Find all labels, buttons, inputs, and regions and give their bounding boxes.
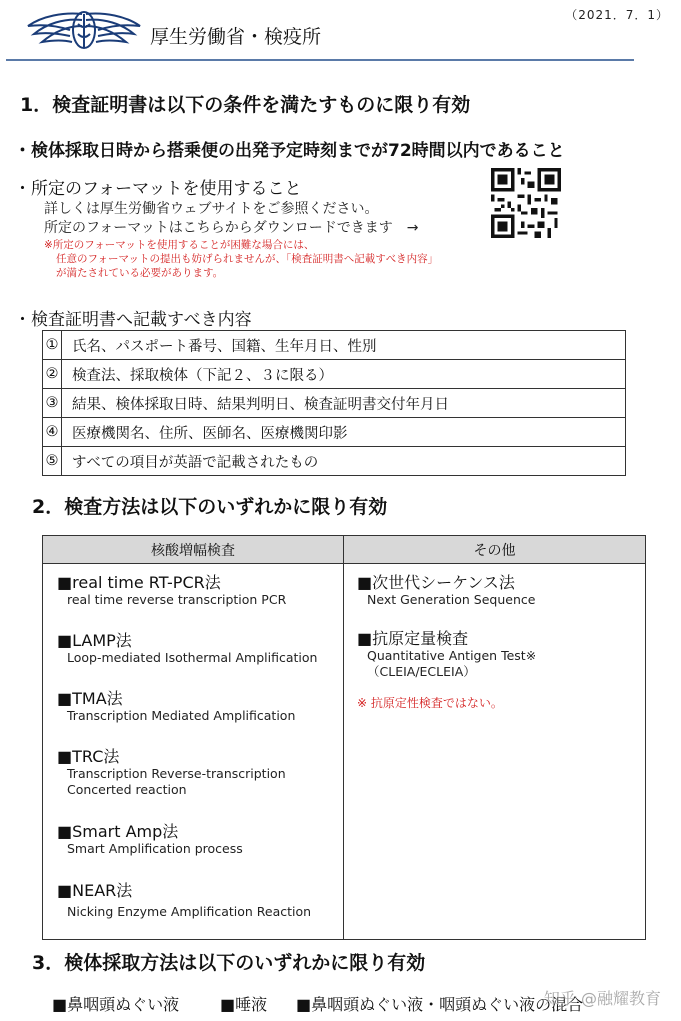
method-desc: Nicking Enzyme Amplification Reaction bbox=[67, 904, 312, 919]
method-name: ■Smart Amp法 bbox=[57, 822, 179, 841]
qr-code-icon[interactable] bbox=[491, 168, 561, 238]
column-header-other: その他 bbox=[344, 536, 645, 564]
method-name: ■NEAR法 bbox=[57, 881, 133, 900]
item-text: 医療機関名、住所、医師名、医療機関印影 bbox=[62, 418, 626, 447]
item-text: すべての項目が英語で記載されたもの bbox=[62, 447, 626, 476]
item-number: ① bbox=[43, 331, 62, 360]
format-note-1: ※所定のフォーマットを使用することが困難な場合には、 bbox=[44, 239, 315, 251]
method-name: ■次世代シーケンス法 bbox=[357, 573, 515, 592]
method-name: ■TMA法 bbox=[57, 689, 123, 708]
method-desc: real time reverse transcription PCR bbox=[67, 592, 287, 607]
method-desc: Transcription Mediated Amplification bbox=[67, 708, 296, 723]
method-desc: Loop-mediated Isothermal Amplification bbox=[67, 650, 318, 665]
required-contents-table bbox=[42, 330, 626, 476]
method-name: ■LAMP法 bbox=[57, 631, 132, 650]
required-contents-label: ・検査証明書へ記載すべき内容 bbox=[14, 310, 252, 330]
method-name: ■抗原定量検査 bbox=[357, 629, 469, 648]
table-row bbox=[43, 360, 626, 389]
item-text: 氏名、パスポート番号、国籍、生年月日、性別 bbox=[62, 331, 626, 360]
method-desc: Quantitative Antigen Test※ bbox=[367, 648, 537, 663]
item-number: ③ bbox=[43, 389, 62, 418]
table-row bbox=[43, 447, 626, 476]
section2-title: 2．検査方法は以下のいずれかに限り有効 bbox=[32, 496, 388, 518]
method-desc: Transcription Reverse-transcription bbox=[67, 766, 286, 781]
ministry-title: 厚生労働省・検疫所 bbox=[150, 26, 322, 48]
item-number: ⑤ bbox=[43, 447, 62, 476]
item-text: 結果、検体採取日時、結果判明日、検査証明書交付年月日 bbox=[62, 389, 626, 418]
specimen-nasopharyngeal: ■鼻咽頭ぬぐい液 bbox=[52, 995, 180, 1014]
date-label: （2021．7．1） bbox=[565, 8, 669, 22]
format-note-2: 任意のフォーマットの提出も妨げられませんが、「検査証明書へ記載すべき内容」 bbox=[56, 253, 439, 265]
ministry-emblem-icon bbox=[24, 6, 144, 58]
section1-title: 1．検査証明書は以下の条件を満たすものに限り有効 bbox=[20, 94, 471, 116]
method-desc: Next Generation Sequence bbox=[367, 592, 536, 607]
table-row bbox=[43, 331, 626, 360]
methods-table bbox=[42, 535, 646, 940]
format-note-3: が満たされている必要があります。 bbox=[56, 267, 224, 279]
condition-format: ・所定のフォーマットを使用すること bbox=[14, 179, 302, 199]
item-number: ② bbox=[43, 360, 62, 389]
condition-72h: ・検体採取日時から搭乗便の出発予定時刻までが72時間以内であること bbox=[14, 141, 565, 161]
item-text: 検査法、採取検体（下記２、３に限る） bbox=[62, 360, 626, 389]
method-name: ■real time RT-PCR法 bbox=[57, 573, 221, 592]
table-row bbox=[43, 389, 626, 418]
format-detail-2: 所定のフォーマットはこちらからダウンロードできます → bbox=[44, 220, 419, 236]
item-number: ④ bbox=[43, 418, 62, 447]
method-desc: （CLEIA/ECLEIA） bbox=[367, 664, 476, 679]
watermark: 知乎 @融耀教育 bbox=[543, 989, 661, 1008]
column-divider bbox=[343, 536, 344, 939]
specimen-saliva: ■唾液 bbox=[220, 995, 268, 1014]
format-detail-1: 詳しくは厚生労働省ウェブサイトをご参照ください。 bbox=[44, 201, 379, 217]
header-divider bbox=[6, 59, 634, 61]
section3-title: 3．検体採取方法は以下のいずれかに限り有効 bbox=[32, 952, 426, 974]
method-desc: Concerted reaction bbox=[67, 782, 187, 797]
method-name: ■TRC法 bbox=[57, 747, 120, 766]
table-row bbox=[43, 418, 626, 447]
method-desc: Smart Amplification process bbox=[67, 841, 243, 856]
specimen-mixed: ■鼻咽頭ぬぐい液・咽頭ぬぐい液の混合 bbox=[296, 995, 584, 1014]
column-header-nucleic-acid: 核酸増幅検査 bbox=[43, 536, 343, 564]
antigen-note: ※ 抗原定性検査ではない。 bbox=[357, 696, 503, 710]
